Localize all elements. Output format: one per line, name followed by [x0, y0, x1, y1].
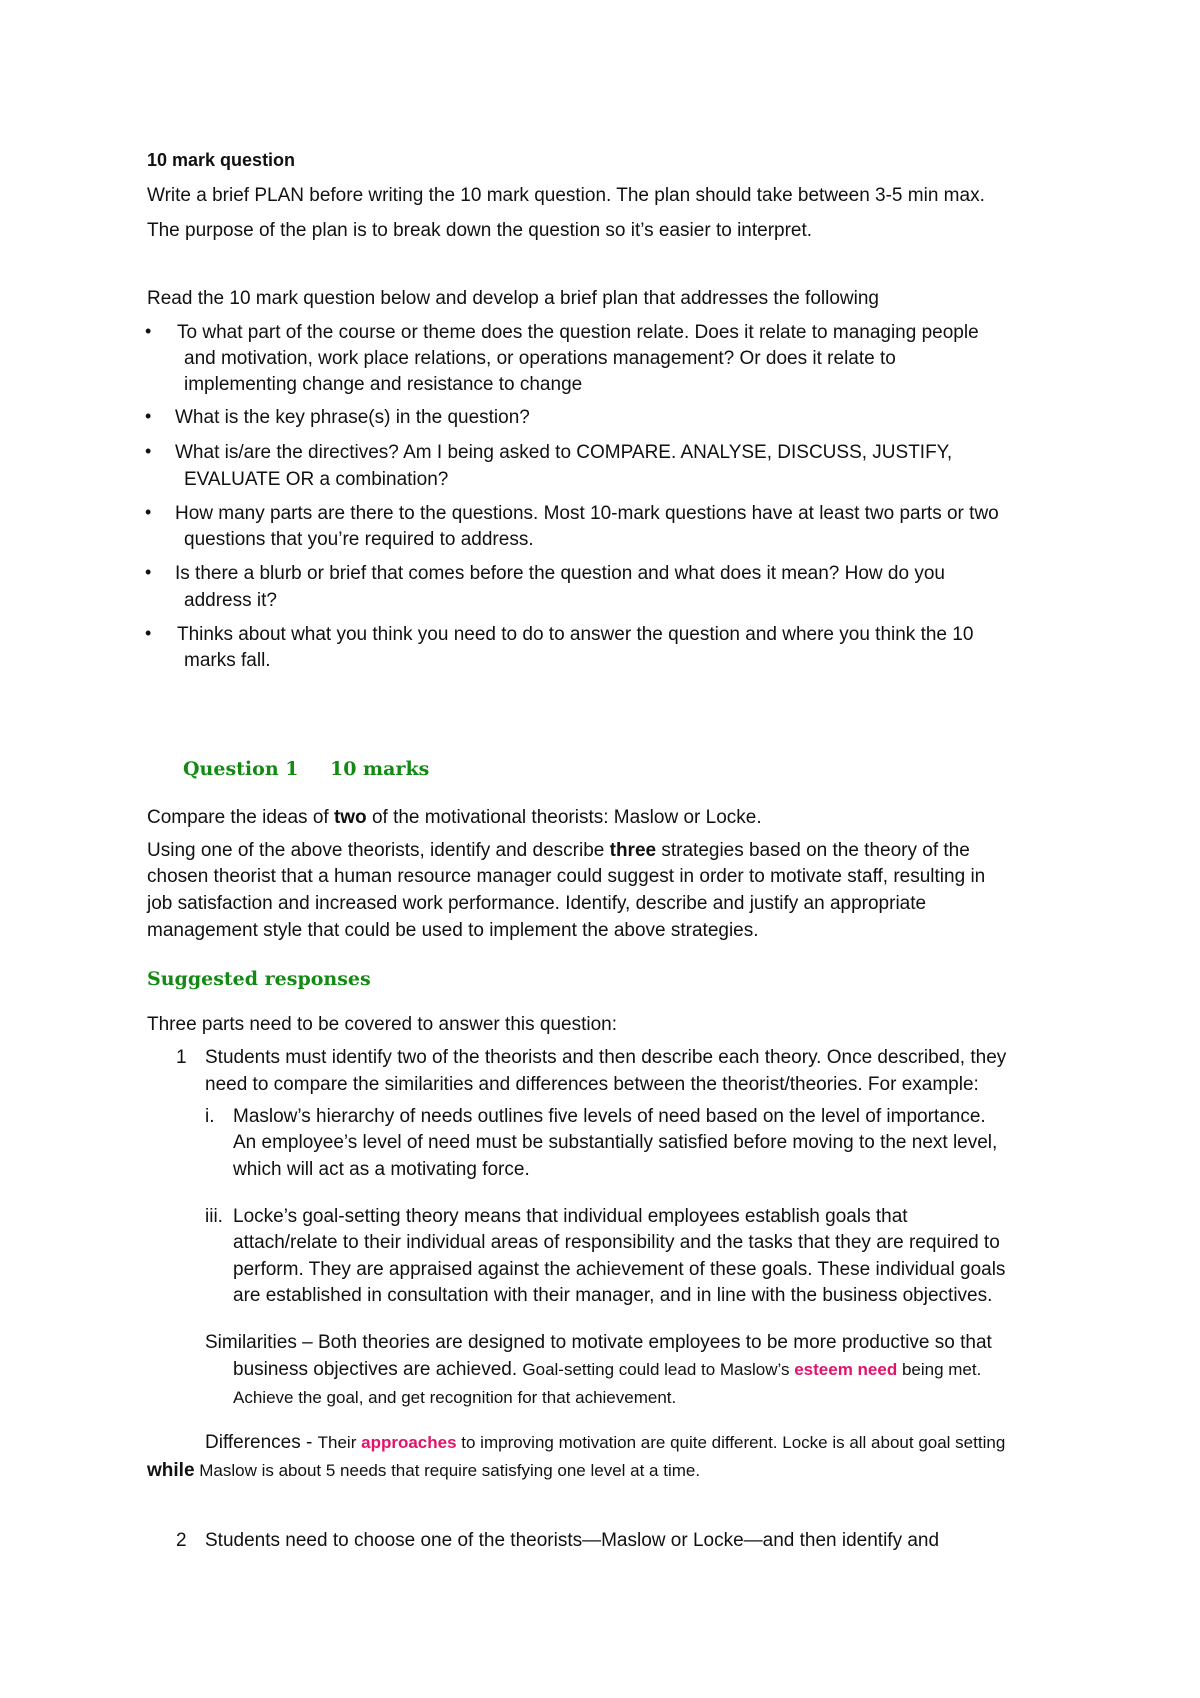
- bullet-3-line-1: What is/are the directives? Am I being asked to COMPARE. ANALYSE, DISCUSS, JUSTIFY,: [175, 442, 953, 463]
- differences-line-1: Differences - Their approaches to improving motivation are quite different. Locke is all about goal setting: [205, 1432, 1006, 1453]
- bullet-1-line-1: To what part of the course or theme does the question relate. Does it relate to managing people: [177, 322, 979, 343]
- differences-line-2: while Maslow is about 5 needs that require satisfying one level at a time.: [147, 1460, 701, 1481]
- question-line-4: job satisfaction and increased work performance. Identify, describe and justify an appropriate: [147, 893, 927, 914]
- list-number-1: 1: [176, 1047, 187, 1068]
- maslow-line-3: which will act as a motivating force.: [233, 1159, 530, 1180]
- roman-i: i.: [205, 1106, 215, 1127]
- bullet-4-line-2: questions that you’re required to address.: [184, 529, 534, 550]
- roman-iii: iii.: [205, 1206, 223, 1227]
- part-2-line-1: Students need to choose one of the theorists—Maslow or Locke—and then identify and: [205, 1530, 940, 1551]
- maslow-line-2: An employee’s level of need must be substantially satisfied before moving to the next level,: [233, 1132, 998, 1153]
- bullet-icon: •: [145, 623, 152, 643]
- bullet-icon: •: [145, 562, 152, 582]
- similarities-line-2: business objectives are achieved. Goal-setting could lead to Maslow’s esteem need being met.: [233, 1359, 982, 1380]
- bullet-6-line-1: Thinks about what you think you need to do to answer the question and where you think the 10: [177, 624, 974, 645]
- intro-line-2: The purpose of the plan is to break down the question so it’s easier to interpret.: [147, 220, 813, 241]
- bullet-1-line-2: and motivation, work place relations, or operations management? Or does it relate to: [184, 348, 896, 369]
- intro-line-1: Write a brief PLAN before writing the 10 mark question. The plan should take between 3-5 min max.: [147, 185, 985, 206]
- bullet-1-line-3: implementing change and resistance to change: [184, 374, 583, 395]
- bullet-icon: •: [145, 406, 152, 426]
- bullet-5-line-1: Is there a blurb or brief that comes before the question and what does it mean? How do you: [175, 563, 945, 584]
- locke-line-1: Locke’s goal-setting theory means that individual employees establish goals that: [233, 1206, 908, 1227]
- question-title: Question 1: [183, 758, 299, 780]
- locke-line-2: attach/relate to their individual areas of responsibility and the tasks that they are required to: [233, 1232, 1000, 1253]
- suggested-title: Suggested responses: [147, 968, 371, 990]
- part-1-line-2: need to compare the similarities and differences between the theorist/theories. For example:: [205, 1074, 979, 1095]
- question-marks: 10 marks: [330, 758, 430, 780]
- bullet-icon: •: [145, 441, 152, 461]
- bullet-2-line-1: What is the key phrase(s) in the question?: [175, 407, 530, 428]
- question-line-1: Compare the ideas of two of the motivational theorists: Maslow or Locke.: [147, 807, 762, 828]
- section-heading: 10 mark question: [147, 150, 296, 170]
- suggested-intro: Three parts need to be covered to answer this question:: [147, 1014, 617, 1035]
- bullet-4-line-1: How many parts are there to the questions. Most 10-mark questions have at least two parts or two: [175, 503, 999, 524]
- bullet-icon: •: [145, 321, 152, 341]
- bullet-3-line-2: EVALUATE OR a combination?: [184, 469, 449, 490]
- read-instruction: Read the 10 mark question below and develop a brief plan that addresses the following: [147, 288, 879, 309]
- question-line-5: management style that could be used to implement the above strategies.: [147, 920, 759, 941]
- bullet-5-line-2: address it?: [184, 590, 277, 611]
- question-line-2: Using one of the above theorists, identify and describe three strategies based on the theory of the: [147, 840, 970, 861]
- part-1-line-1: Students must identify two of the theorists and then describe each theory. Once described, they: [205, 1047, 1007, 1068]
- question-line-3: chosen theorist that a human resource manager could suggest in order to motivate staff, resulting in: [147, 866, 986, 887]
- list-number-2: 2: [176, 1530, 187, 1551]
- bullet-icon: •: [145, 502, 152, 522]
- similarities-line-3: Achieve the goal, and get recognition for that achievement.: [233, 1388, 677, 1407]
- similarities-line-1: Similarities – Both theories are designed to motivate employees to be more productive so that: [205, 1332, 992, 1353]
- locke-line-4: are established in consultation with their manager, and in line with the business objectives.: [233, 1285, 993, 1306]
- locke-line-3: perform. They are appraised against the achievement of these goals. These individual goals: [233, 1259, 1006, 1280]
- maslow-line-1: Maslow’s hierarchy of needs outlines five levels of need based on the level of importance.: [233, 1106, 986, 1127]
- bullet-6-line-2: marks fall.: [184, 650, 271, 671]
